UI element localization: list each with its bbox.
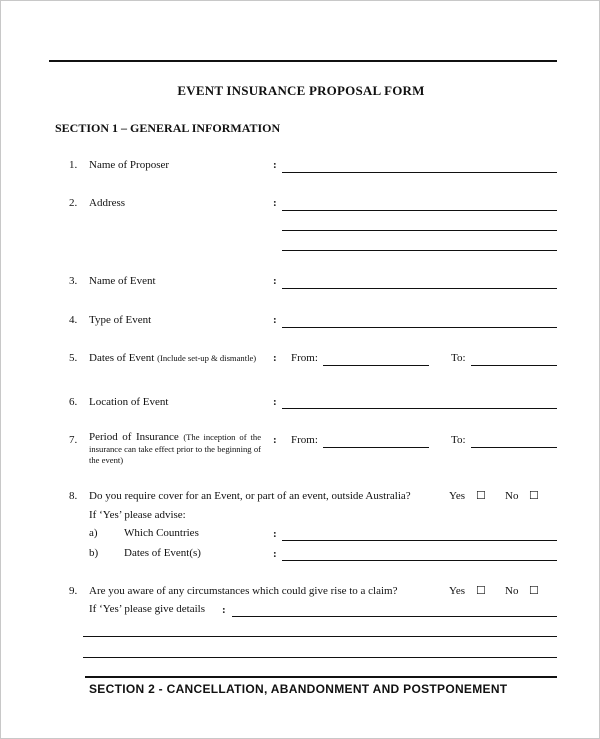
item-8-yes-label: Yes: [449, 490, 466, 502]
item-8-number: 8.: [69, 490, 78, 502]
insurance-period-from-field[interactable]: [323, 447, 429, 448]
item-8-yes-checkbox[interactable]: ☐: [476, 490, 486, 502]
item-8b-colon: :: [273, 548, 277, 560]
item-9-details-label: If ‘Yes’ please give details: [89, 603, 205, 615]
item-3-label: Name of Event: [89, 275, 156, 287]
item-4-number: 4.: [69, 314, 78, 326]
item-8b-letter: b): [89, 547, 99, 559]
item-8-question: Do you require cover for an Event, or part of an event, outside Australia?: [89, 490, 411, 502]
type-of-event-field[interactable]: [282, 327, 557, 328]
item-5-to-label: To:: [451, 352, 466, 364]
item-6-colon: :: [273, 396, 277, 408]
item-2-number: 2.: [69, 197, 78, 209]
section-2-heading: SECTION 2 - CANCELLATION, ABANDONMENT AND POSTPONEMENT: [89, 682, 508, 696]
item-3-colon: :: [273, 275, 277, 287]
item-3-number: 3.: [69, 275, 78, 287]
insurance-period-to-field[interactable]: [471, 447, 557, 448]
item-2-colon: :: [273, 197, 277, 209]
address-field-line-3[interactable]: [282, 250, 557, 251]
which-countries-field[interactable]: [282, 540, 557, 541]
item-8a-label: Which Countries: [124, 527, 199, 539]
item-8-advise-text: If ‘Yes’ please advise:: [89, 509, 186, 521]
item-7-from-label: From:: [291, 434, 318, 446]
item-8-no-checkbox[interactable]: ☐: [529, 490, 539, 502]
item-9-colon: :: [222, 604, 226, 616]
item-7-number: 7.: [69, 434, 78, 446]
name-of-event-field[interactable]: [282, 288, 557, 289]
item-4-colon: :: [273, 314, 277, 326]
dates-of-events-field[interactable]: [282, 560, 557, 561]
item-2-label: Address: [89, 197, 126, 209]
item-8-no-label: No: [505, 490, 519, 502]
item-7-label: [89, 432, 261, 467]
top-rule: [49, 60, 557, 62]
item-9-no-checkbox[interactable]: ☐: [529, 585, 539, 597]
item-8b-label: Dates of Event(s): [124, 547, 201, 559]
item-5-note: (Include set-up & dismantle): [157, 353, 257, 363]
item-7-to-label: To:: [451, 434, 466, 446]
item-7-note: (The inception of the insurance can take effect prior to the beginning of the event): [89, 432, 262, 465]
claim-details-field-line-2[interactable]: [83, 636, 557, 637]
item-7-colon: :: [273, 434, 277, 446]
item-9-question: Are you aware of any circumstances which could give rise to a claim?: [89, 585, 398, 597]
item-1-number: 1.: [69, 159, 78, 171]
item-5-label: [89, 352, 256, 364]
item-1-label: Name of Proposer: [89, 159, 170, 171]
location-of-event-field[interactable]: [282, 408, 557, 409]
address-field-line-1[interactable]: [282, 210, 557, 211]
item-9-yes-label: Yes: [449, 585, 466, 597]
item-9-number: 9.: [69, 585, 78, 597]
section-1-heading: SECTION 1 – GENERAL INFORMATION: [55, 121, 281, 135]
claim-details-field-line-3[interactable]: [83, 657, 557, 658]
item-5-label-text: Dates of Event: [89, 352, 155, 364]
item-4-label: Type of Event: [89, 314, 152, 326]
event-date-to-field[interactable]: [471, 365, 557, 366]
item-8a-letter: a): [89, 527, 98, 539]
form-title: EVENT INSURANCE PROPOSAL FORM: [177, 83, 425, 98]
item-6-number: 6.: [69, 396, 78, 408]
item-5-from-label: From:: [291, 352, 318, 364]
item-5-number: 5.: [69, 352, 78, 364]
item-9-yes-checkbox[interactable]: ☐: [476, 585, 486, 597]
item-8a-colon: :: [273, 528, 277, 540]
address-field-line-2[interactable]: [282, 230, 557, 231]
event-date-from-field[interactable]: [323, 365, 429, 366]
item-5-colon: :: [273, 352, 277, 364]
name-of-proposer-field[interactable]: [282, 172, 557, 173]
section-2-rule: [85, 676, 557, 678]
claim-details-field-line-1[interactable]: [232, 616, 557, 617]
item-1-colon: :: [273, 159, 277, 171]
item-7-label-text: Period of Insurance: [89, 431, 179, 443]
item-6-label: Location of Event: [89, 396, 169, 408]
item-9-no-label: No: [505, 585, 519, 597]
